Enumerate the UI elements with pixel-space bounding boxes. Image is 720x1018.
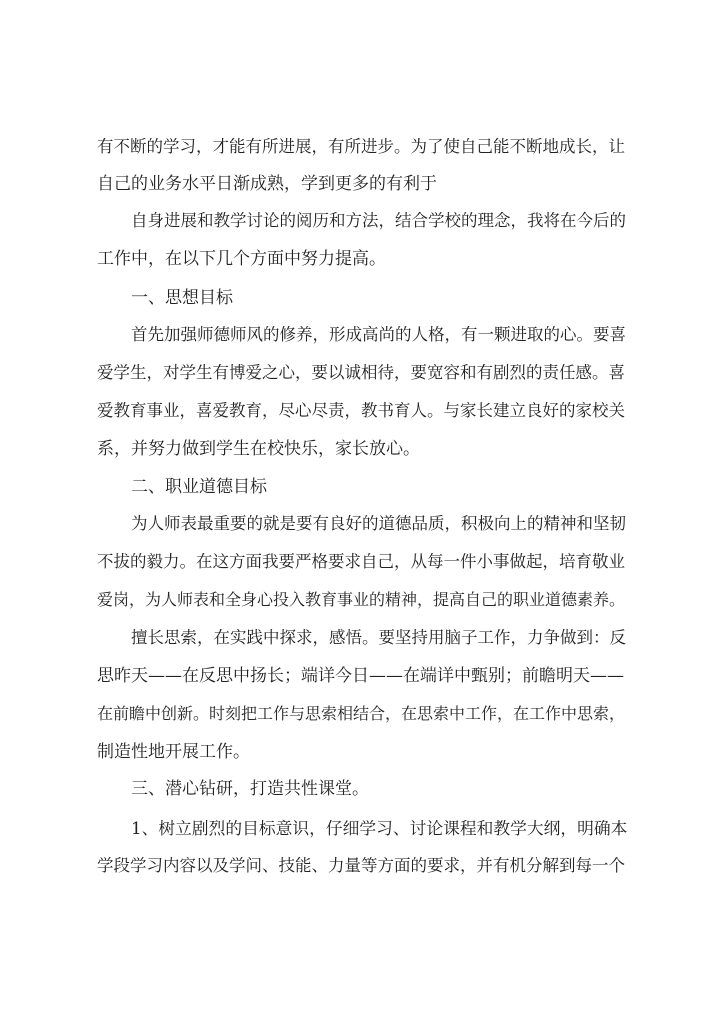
text-line: 爱学生，对学生有博爱之心，要以诚相待，要宽容和有剧烈的责任感。喜 (97, 363, 625, 382)
text-line: 制造性地开展工作。 (97, 742, 250, 762)
text-line: 学段学习内容以及学问、技能、力量等方面的要求，并有机分解到每一个 (97, 856, 625, 875)
text-line: 不拔的毅力。在这方面我要严格要求自己，从每一件小事做起，培育敬业 (97, 552, 625, 571)
section-heading: 三、潜心钻研，打造共性课堂。 (131, 779, 369, 799)
section-heading: 二、职业道德目标 (131, 477, 267, 497)
text-line: 首先加强师德师风的修养，形成高尚的人格，有一颗进取的心。要喜 (131, 325, 626, 344)
text-line: 有不断的学习，才能有所进展，有所进步。为了使自己能不断地成长，让 (97, 137, 625, 156)
text-line: 自身进展和教学讨论的阅历和方法，结合学校的理念，我将在今后的 (131, 211, 626, 230)
text-line: 擅长思索，在实践中探求，感悟。要坚持用脑子工作，力争做到：反 (131, 628, 626, 647)
text-line: 系，并努力做到学生在校快乐，家长放心。 (97, 439, 420, 459)
text-line: 工作中，在以下几个方面中努力提高。 (97, 249, 386, 269)
text-line: 思昨天——在反思中扬长；端详今日——在端详中甄别；前瞻明天—— (97, 666, 624, 686)
text-line: 1、树立剧烈的目标意识，仔细学习、讨论课程和教学大纲，明确本 (131, 818, 628, 838)
text-line: 爱岗，为人师表和全身心投入教育事业的精神，提高自己的职业道德素养。 (97, 590, 626, 609)
text-line: 为人师表最重要的就是要有良好的道德品质，积极向上的精神和坚韧 (131, 514, 626, 533)
text-line: 在前瞻中创新。时刻把工作与思索相结合，在思索中工作，在工作中思索， (97, 704, 626, 723)
text-line: 爱教育事业，喜爱教育，尽心尽责，教书育人。与家长建立良好的家校关 (97, 401, 625, 420)
section-heading: 一、思想目标 (131, 288, 233, 308)
text-line: 自己的业务水平日渐成熟，学到更多的有利于 (97, 174, 437, 194)
